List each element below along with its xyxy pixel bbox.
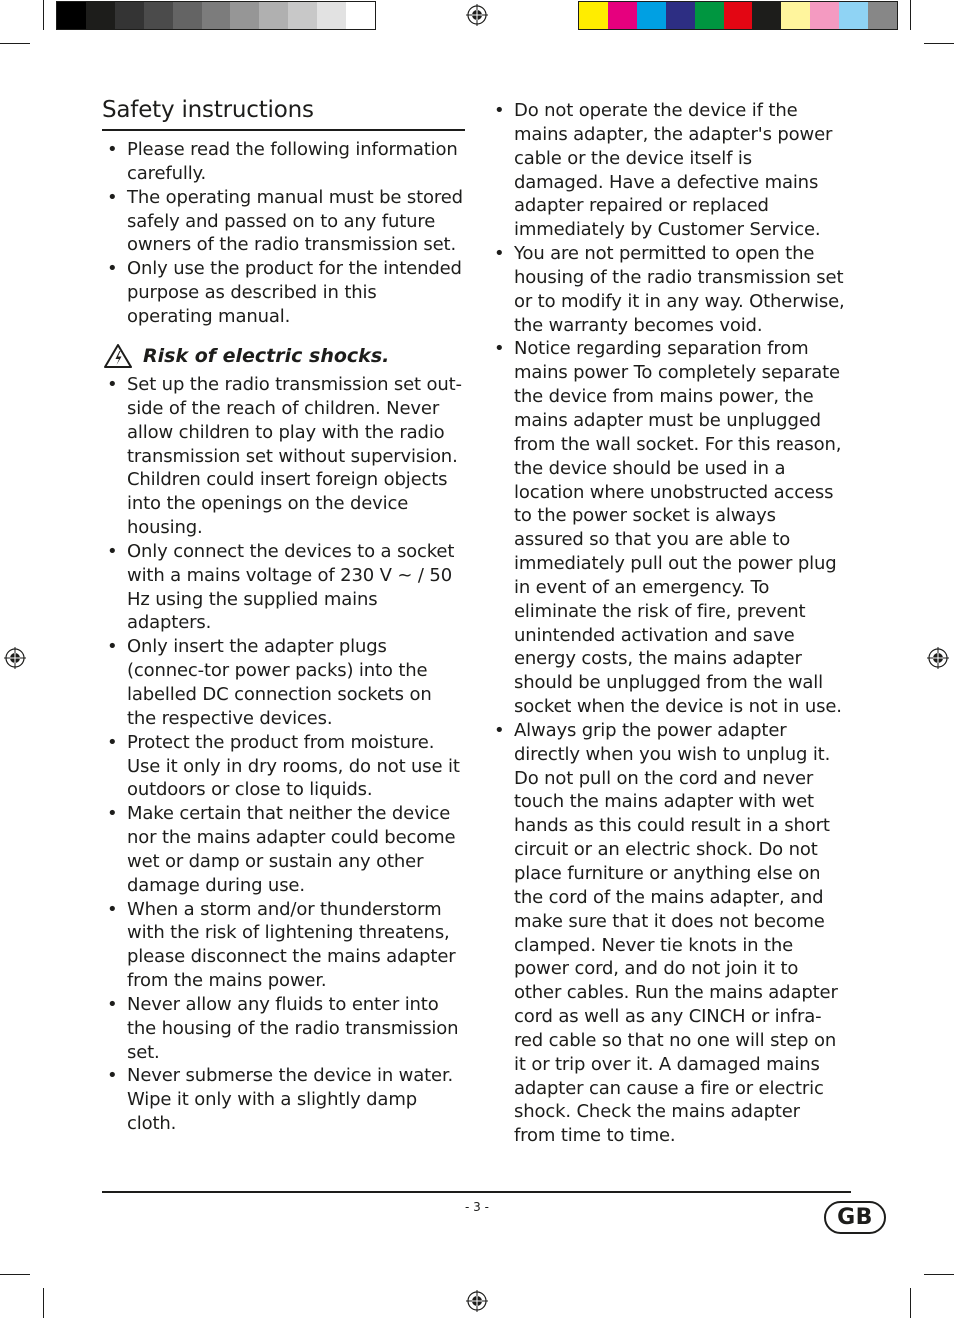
color-swatch: [57, 2, 86, 29]
registration-mark-icon: [466, 1290, 488, 1312]
list-item: • Never submerse the device in water. Wipe it only with a slightly damp cloth.: [107, 1065, 454, 1135]
list-item: • Notice regarding separation from mains power To completely separate the device from mains power, the mains adapter must be unplugged from the wall socket. For this reason, the device should be used in a location where unobstructed access to the power socket is always assured so that you are able to immediately pull out the power plug in event of an emergency. To eliminate the risk of fire, prevent unintended activation and save energy costs, the mains adapter should be unplugged from the wall socket when the device is not in use.: [494, 338, 842, 718]
color-swatch: [752, 2, 781, 29]
color-swatch: [317, 2, 346, 29]
list-item: • You are not permitted to open the housing of the radio transmission set or to modify it in any way. Otherwise, the warranty becomes void.: [494, 243, 845, 336]
registration-mark-icon: [466, 4, 488, 26]
color-swatch: [781, 2, 810, 29]
color-swatch: [288, 2, 317, 29]
list-item: • Do not operate the device if the mains adapter, the adapter's power cable or the device itself is damaged. Have a defective mains adapter repaired or replaced immediately by Customer Service.: [494, 100, 833, 241]
electric-shock-instructions: [103, 373, 463, 1136]
grayscale-calibration-bar: [56, 1, 376, 30]
crop-mark: [910, 0, 911, 30]
crop-mark: [43, 1288, 44, 1318]
color-swatch: [724, 2, 753, 29]
warning-heading: [103, 343, 463, 369]
color-swatch: [173, 2, 202, 29]
warning-heading-text: Risk of electric shocks.: [143, 345, 390, 367]
language-badge: GB: [824, 1201, 886, 1234]
crop-mark: [43, 0, 44, 30]
crop-mark: [0, 43, 30, 44]
color-swatch: [202, 2, 231, 29]
crop-mark: [0, 1274, 30, 1275]
color-swatch: [608, 2, 637, 29]
color-swatch: [579, 2, 608, 29]
list-item: • Please read the following information carefully.: [107, 139, 458, 184]
color-swatch: [144, 2, 173, 29]
list-item: • The operating manual must be stored safely and passed on to any future owners of the radio transmission set.: [107, 186, 463, 256]
color-swatch: [230, 2, 259, 29]
crop-mark: [924, 43, 954, 44]
list-item: • Always grip the power adapter directly when you wish to unplug it. Do not pull on the cord and never touch the mains adapter with wet hands as this could result in a short circuit or an electric shock. Do not place furniture or anything else on the cord of the mains adapter, and make sure that it does not become clamped. Never tie knots in the power cord, and do not join it to other cables. Run the mains adapter cord as well as any CINCH or infra-red cable so that no one will step on it or trip over it. A damaged mains adapter can cause a fire or electric shock. Check the mains adapter from time to time.: [494, 719, 838, 1147]
color-swatch: [695, 2, 724, 29]
registration-mark-icon: [927, 647, 949, 669]
list-item: • When a storm and/or thunderstorm with the risk of lightening threatens, please disconnect the mains adapter from the mains power.: [107, 898, 456, 992]
crop-mark: [910, 1288, 911, 1318]
list-item: • Make certain that neither the device nor the mains adapter could become wet or damp or sustain any other damage during use.: [107, 803, 456, 896]
color-swatch: [637, 2, 666, 29]
color-swatch: [115, 2, 144, 29]
color-swatch: [839, 2, 868, 29]
page-number: - 3 -: [465, 1200, 489, 1214]
list-item: • Only insert the adapter plugs (connec-tor power packs) into the labelled DC connection sockets on the respective devices.: [107, 636, 432, 729]
color-swatch: [666, 2, 695, 29]
general-instructions: [103, 138, 463, 329]
color-swatch: [810, 2, 839, 29]
registration-mark-icon: [4, 647, 26, 669]
color-swatch: [346, 2, 375, 29]
color-swatch: [259, 2, 288, 29]
list-item: • Protect the product from moisture. Use it only in dry rooms, do not use it outdoors or close to liquids.: [107, 731, 460, 801]
section-title: Safety instructions: [102, 97, 465, 131]
list-item: • Set up the radio transmission set out-side of the reach of children. Never allow children to play with the radio transmission set without supervision. Children could insert foreign objects into the openings on the device housing.: [107, 374, 462, 539]
list-item: • Only connect the devices to a socket with a mains voltage of 230 V ~ / 50 Hz using the supplied mains adapters.: [107, 540, 455, 634]
color-calibration-bar: [578, 1, 898, 30]
list-item: • Only use the product for the intended purpose as described in this operating manual.: [107, 258, 462, 327]
list-item: • Never allow any fluids to enter into the housing of the radio transmission set.: [107, 993, 459, 1063]
color-swatch: [868, 2, 897, 29]
crop-mark: [924, 1274, 954, 1275]
warning-triangle-icon: [103, 343, 133, 369]
footer-rule: [102, 1191, 851, 1193]
right-column-instructions: [490, 99, 845, 1148]
color-swatch: [86, 2, 115, 29]
